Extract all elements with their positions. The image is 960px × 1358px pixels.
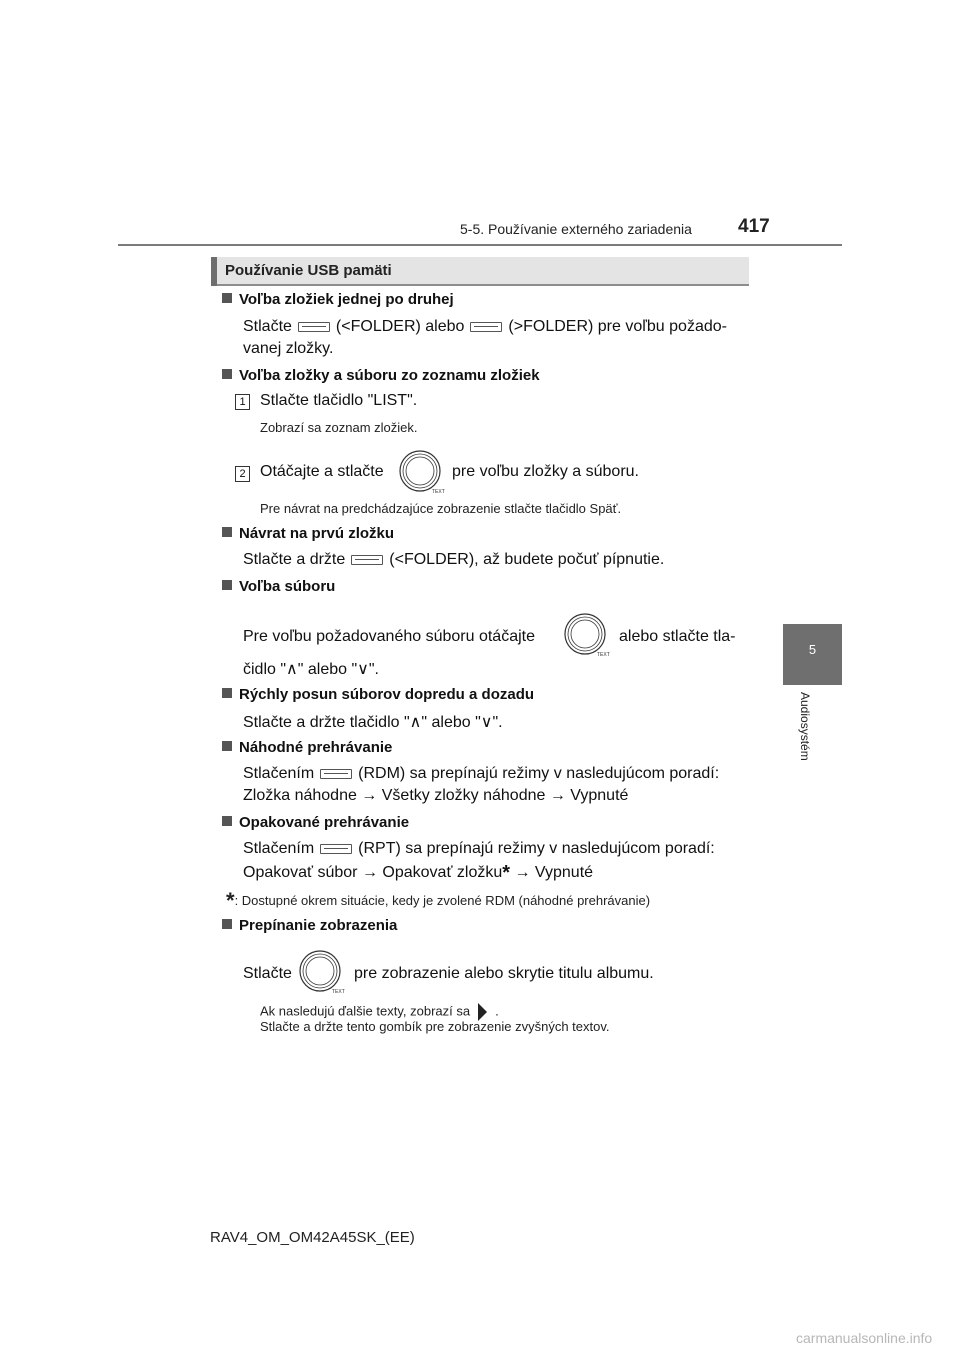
chapter-tab	[783, 624, 842, 685]
item-text-file-select-a: Pre voľbu požadovaného súboru otáčajte	[243, 628, 535, 645]
bullet-square-icon	[222, 816, 232, 826]
tune-knob-icon	[299, 950, 343, 994]
item-title-folders-one-by-one: Voľba zložiek jednej po druhej	[222, 291, 454, 308]
bullet-square-icon	[222, 369, 232, 379]
knob-ring	[303, 954, 337, 988]
bullet-square-icon	[222, 293, 232, 303]
item-title-display: Prepínanie zobrazenia	[222, 917, 397, 934]
bullet-square-icon	[222, 741, 232, 751]
folder-prev-button-icon	[298, 322, 330, 332]
knob-graphic	[564, 613, 608, 657]
step-2-text-b: pre voľbu zložky a súboru.	[452, 463, 639, 480]
item-text-folders-one-by-one: Stlačte (<FOLDER) alebo (>FOLDER) pre voľbu požado-	[243, 318, 727, 335]
header-rule	[118, 244, 842, 246]
item-title-folder-from-list: Voľba zložky a súboru zo zoznamu zložiek	[222, 367, 540, 384]
chapter-tab-number: 5	[808, 642, 817, 657]
item-text-repeat-2: Opakovať súbor → Opakovať zložku* → Vypnuté	[243, 862, 594, 884]
item-text-display-b: pre zobrazenie alebo skrytie titulu albumu.	[354, 965, 654, 982]
knob-ring	[568, 617, 602, 651]
knob-ring	[306, 957, 334, 985]
chapter-label: Audiosystém	[798, 692, 812, 761]
item-title-fast-seek: Rýchly posun súborov dopredu a dozadu	[222, 686, 534, 703]
step-2-text-a: Otáčajte a stlačte	[260, 463, 384, 480]
section-bar-accent	[211, 257, 217, 286]
item-title-file-select: Voľba súboru	[222, 578, 335, 595]
folder-prev-button-icon	[351, 555, 383, 565]
bullet-square-icon	[222, 580, 232, 590]
item-text-file-select-2: čidlo "∧" alebo "∨".	[243, 661, 379, 678]
knob-graphic	[399, 450, 443, 494]
knob-ring	[571, 620, 599, 648]
item-text-folders-one-by-one-2: vanej zložky.	[243, 340, 334, 357]
step-2-note: Pre návrat na predchádzajúce zobrazenie stlačte tlačidlo Späť.	[260, 501, 622, 516]
knob-label: TEXT	[332, 989, 345, 995]
item-text-first-folder: Stlačte a držte (<FOLDER), až budete počuť pípnutie.	[243, 551, 665, 568]
knob-graphic	[299, 950, 343, 994]
footnote: *: Dostupné okrem situácie, kedy je zvolené RDM (náhodné prehrávanie)	[226, 888, 651, 913]
section-title-bar	[211, 257, 749, 286]
tune-knob-icon	[399, 450, 443, 494]
item-text-repeat: Stlačením (RPT) sa prepínajú režimy v nasledujúcom poradí:	[243, 840, 715, 857]
folder-next-button-icon	[470, 322, 502, 332]
bullet-square-icon	[222, 527, 232, 537]
item-text-random: Stlačením (RDM) sa prepínajú režimy v nasledujúcom poradí:	[243, 765, 720, 782]
bullet-square-icon	[222, 919, 232, 929]
knob-label: TEXT	[432, 489, 445, 495]
running-header-section: 5-5. Používanie externého zariadenia	[460, 221, 692, 237]
item-text-display-a: Stlačte	[243, 965, 292, 982]
document-code: RAV4_OM_OM42A45SK_(EE)	[210, 1229, 415, 1246]
knob-ring	[403, 454, 437, 488]
step-1-text: Stlačte tlačidlo "LIST".	[260, 392, 418, 409]
step-1-note: Zobrazí sa zoznam zložiek.	[260, 420, 418, 435]
display-note-2: Stlačte a držte tento gombík pre zobrazenie zvyšných textov.	[260, 1019, 610, 1034]
item-text-file-select-b: alebo stlačte tla-	[619, 628, 736, 645]
knob-ring	[406, 457, 434, 485]
rpt-button-icon	[320, 844, 352, 854]
item-text-random-2: Zložka náhodne → Všetky zložky náhodne → Vypnuté	[243, 787, 629, 804]
step-number-2: 2	[235, 466, 250, 482]
item-title-random: Náhodné prehrávanie	[222, 739, 392, 756]
item-title-repeat: Opakované prehrávanie	[222, 814, 409, 831]
step-number-1: 1	[235, 394, 250, 410]
page-number: 417	[738, 216, 770, 237]
knob-label: TEXT	[597, 652, 610, 658]
tune-knob-icon	[564, 613, 608, 657]
bullet-square-icon	[222, 688, 232, 698]
item-text-fast-seek: Stlačte a držte tlačidlo "∧" alebo "∨".	[243, 714, 503, 731]
section-title: Používanie USB pamäti	[225, 262, 392, 279]
watermark: carmanualsonline.info	[796, 1330, 933, 1346]
rdm-button-icon	[320, 769, 352, 779]
item-title-first-folder: Návrat na prvú zložku	[222, 525, 394, 542]
display-note-1: Ak nasledujú ďalšie texty, zobrazí sa .	[260, 1003, 499, 1021]
